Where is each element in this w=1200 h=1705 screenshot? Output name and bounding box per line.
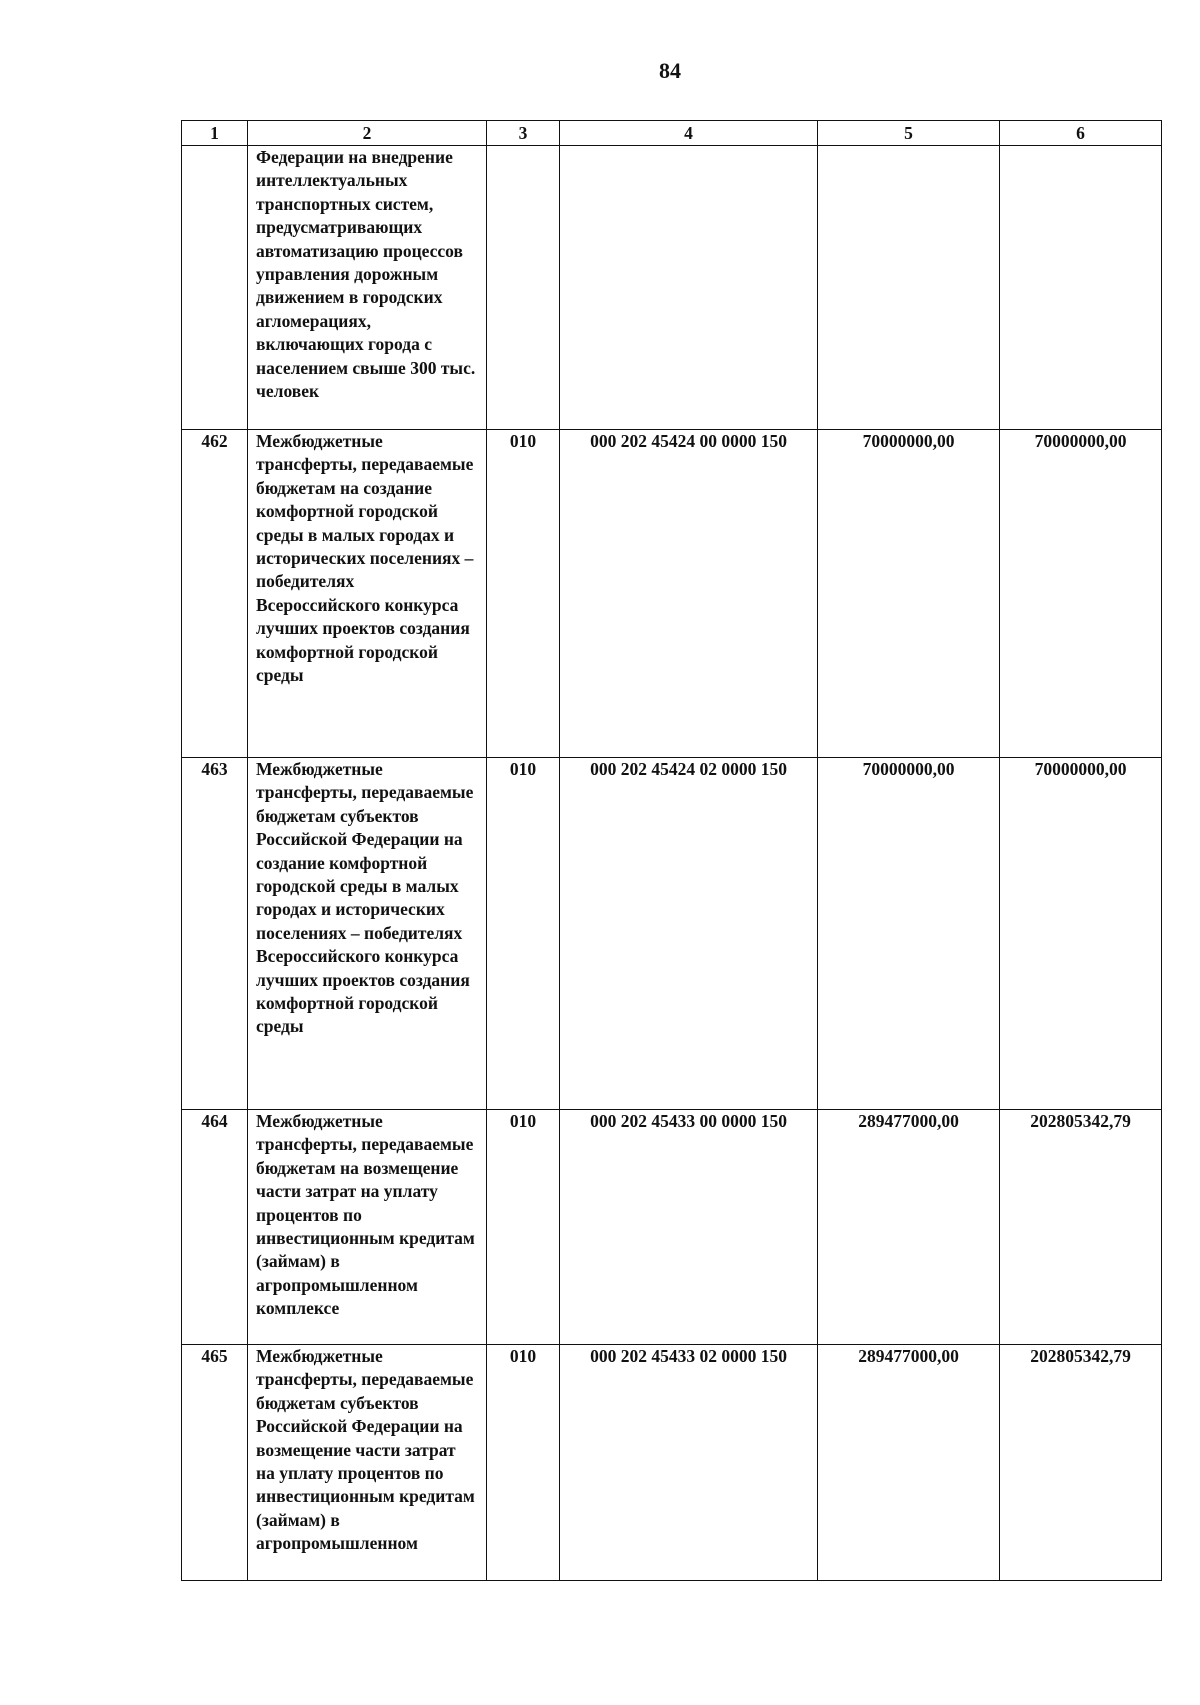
table-header-row [182,121,1162,146]
table-row [182,1345,1162,1581]
column-header-4: 4 [560,121,818,146]
row-name: Федерации на внедрение интеллектуальных транспортных систем, предусматривающих автоматизацию процессов управления дорожным движением в городских агломерациях, включающих города с населением свыше 300 тыс. человек [248,146,487,430]
row-kbk: 000 202 45424 00 0000 150 [560,430,818,758]
column-header-2: 2 [248,121,487,146]
column-header-3: 3 [487,121,560,146]
row-amount-fact: 202805342,79 [1000,1110,1162,1345]
row-number: 463 [182,758,248,1110]
row-code [487,146,560,430]
row-amount-fact: 70000000,00 [1000,758,1162,1110]
row-code: 010 [487,1345,560,1581]
column-header-1: 1 [182,121,248,146]
table-row [182,758,1162,1110]
row-name: Межбюджетные трансферты, передаваемые бюджетам на возмещение части затрат на уплату процентов по инвестиционным кредитам (займам) в агропромышленном комплексе [248,1110,487,1345]
row-amount-plan: 70000000,00 [818,430,1000,758]
row-amount-fact: 202805342,79 [1000,1345,1162,1581]
row-name: Межбюджетные трансферты, передаваемые бюджетам на создание комфортной городской среды в малых городах и исторических поселениях – победителях Всероссийского конкурса лучших проектов создания комфортной городской среды [248,430,487,758]
row-amount-fact [1000,146,1162,430]
table-row [182,1110,1162,1345]
row-number: 462 [182,430,248,758]
table-row [182,430,1162,758]
row-amount-fact: 70000000,00 [1000,430,1162,758]
page-number: 84 [659,58,681,83]
column-header-5: 5 [818,121,1000,146]
row-amount-plan [818,146,1000,430]
row-name: Межбюджетные трансферты, передаваемые бюджетам субъектов Российской Федерации на создание комфортной городской среды в малых городах и исторических поселениях – победителях Всероссийского конкурса лучших проектов создания комфортной городской среды [248,758,487,1110]
row-kbk: 000 202 45433 00 0000 150 [560,1110,818,1345]
row-number: 464 [182,1110,248,1345]
row-code: 010 [487,430,560,758]
row-amount-plan: 289477000,00 [818,1345,1000,1581]
row-number [182,146,248,430]
row-kbk [560,146,818,430]
row-code: 010 [487,1110,560,1345]
budget-table [181,120,1162,1581]
column-header-6: 6 [1000,121,1162,146]
row-kbk: 000 202 45433 02 0000 150 [560,1345,818,1581]
row-amount-plan: 289477000,00 [818,1110,1000,1345]
row-code: 010 [487,758,560,1110]
row-kbk: 000 202 45424 02 0000 150 [560,758,818,1110]
row-number: 465 [182,1345,248,1581]
row-name: Межбюджетные трансферты, передаваемые бюджетам субъектов Российской Федерации на возмещение части затрат на уплату процентов по инвестиционным кредитам (займам) в агропромышленном [248,1345,487,1581]
row-amount-plan: 70000000,00 [818,758,1000,1110]
table-row [182,146,1162,430]
